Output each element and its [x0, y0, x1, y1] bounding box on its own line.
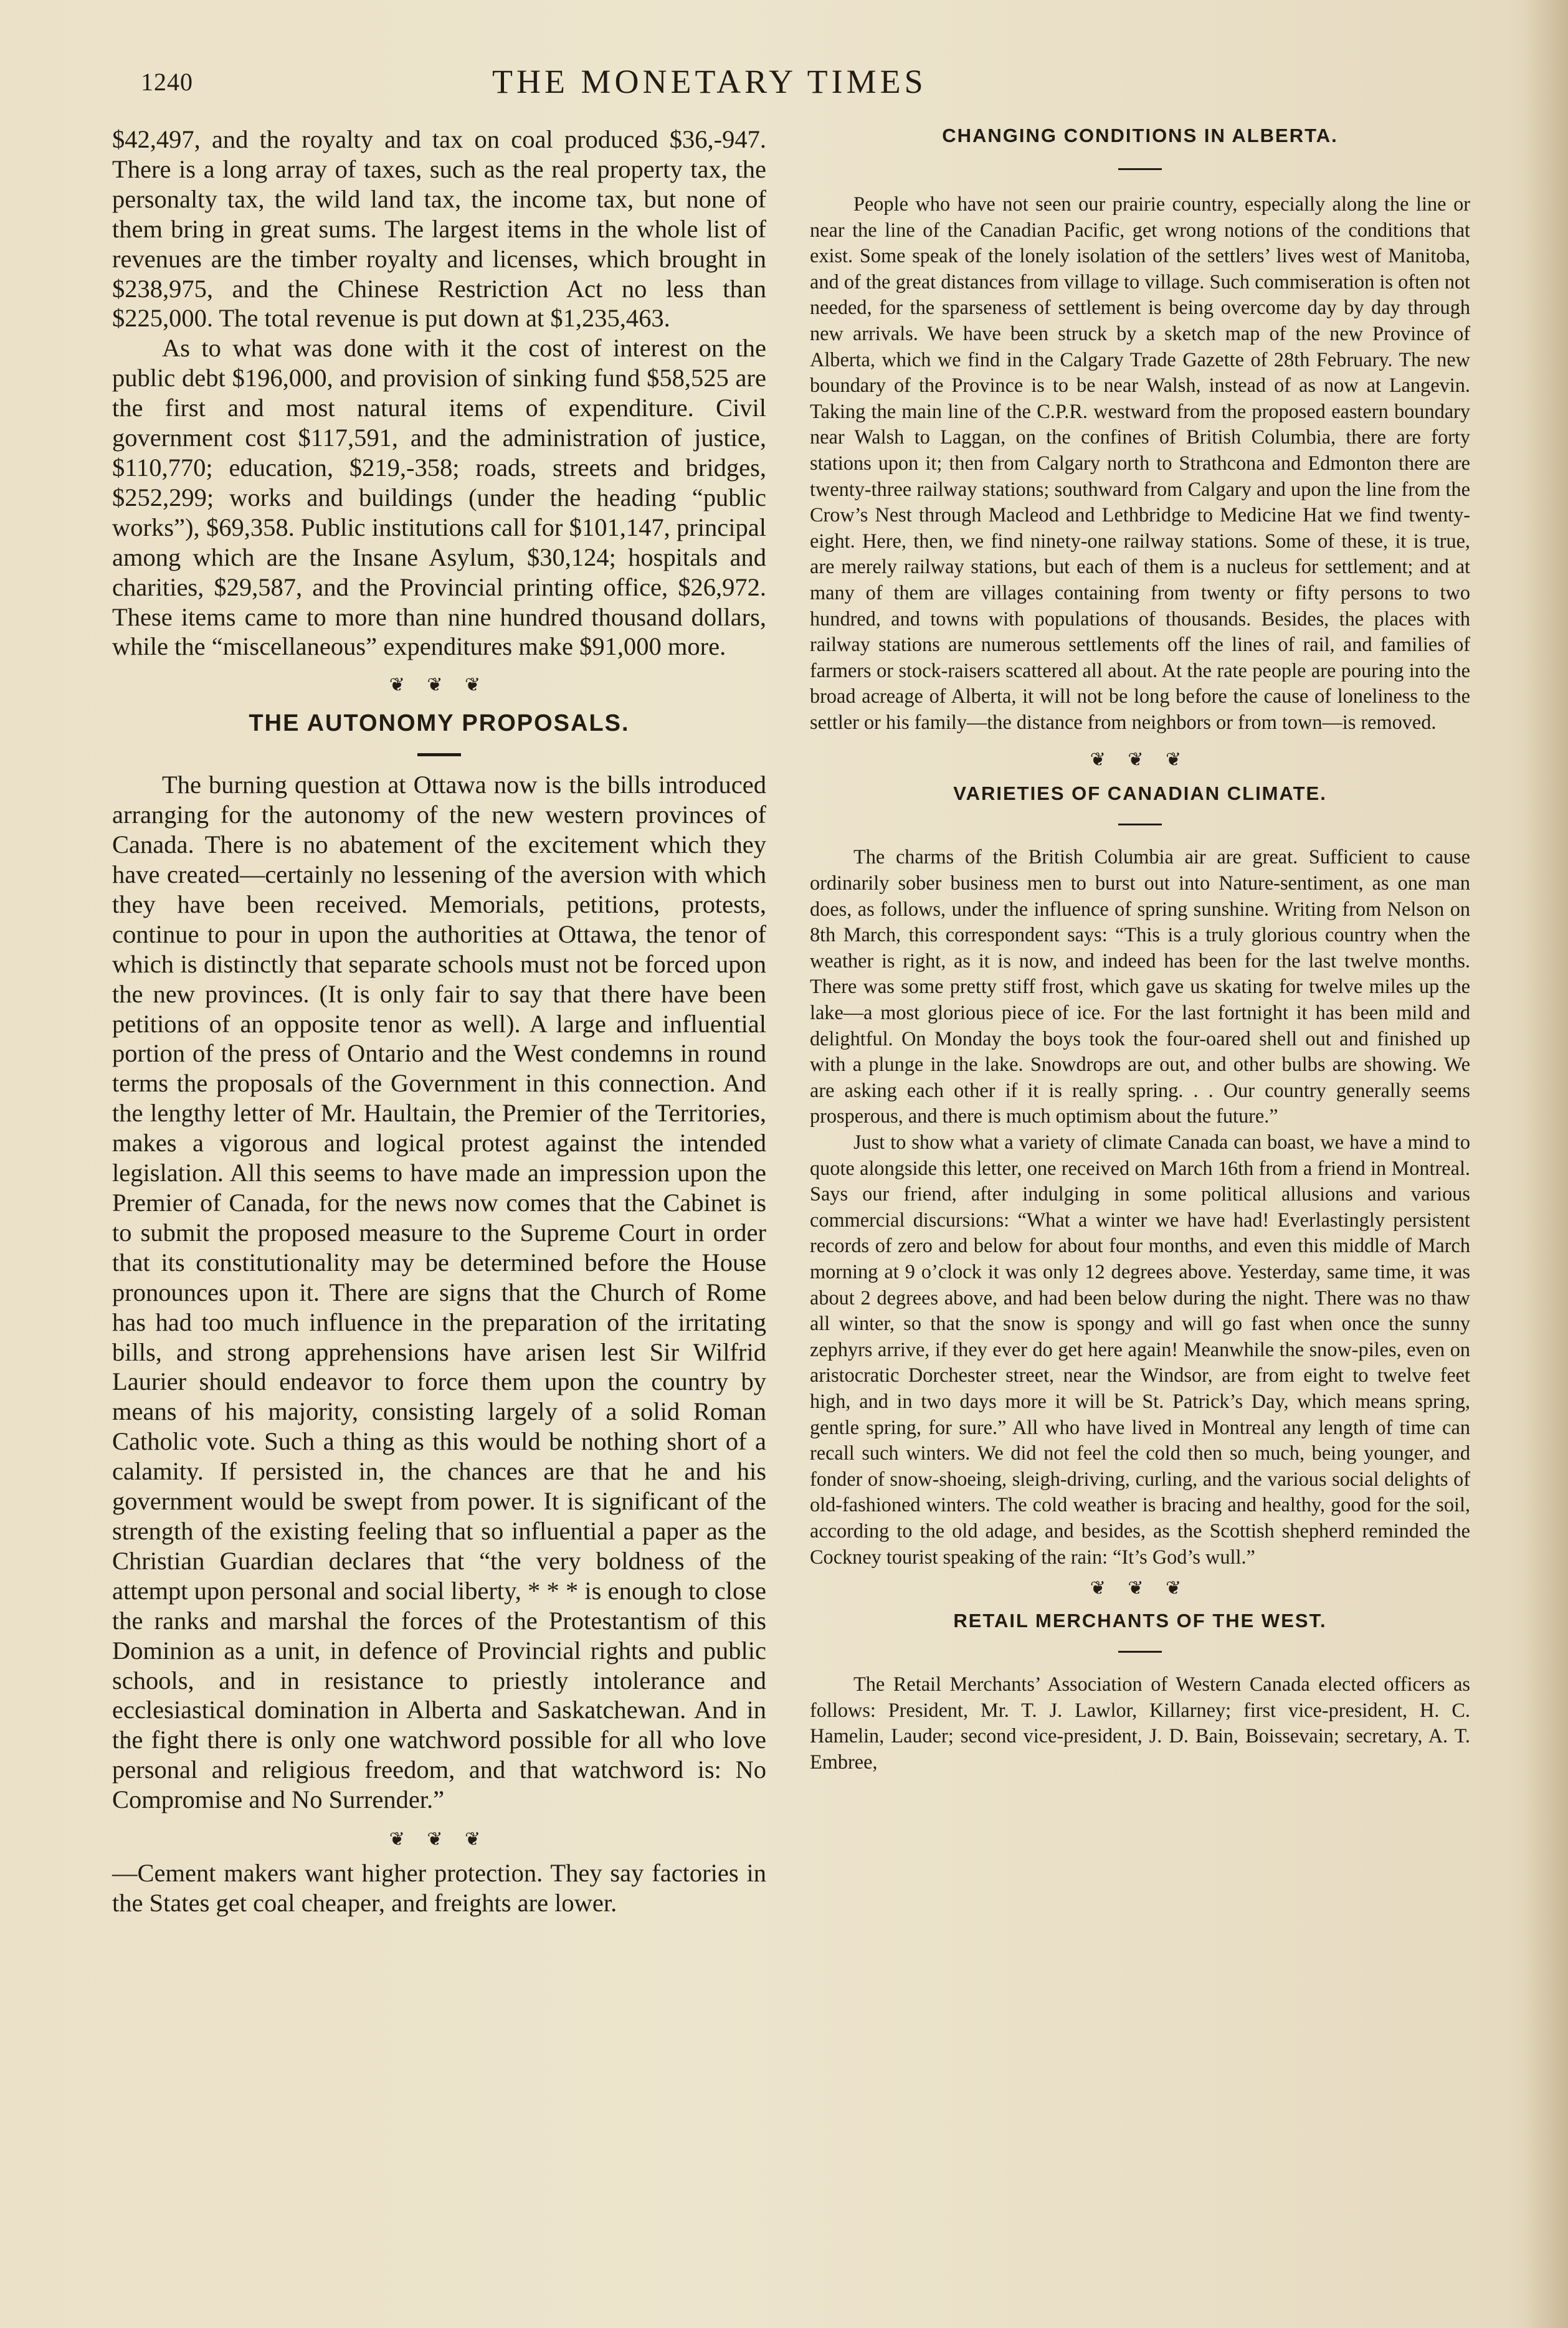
section-ornament: ❦ ❦ ❦ — [389, 1829, 490, 1850]
heading-rule — [1118, 1651, 1162, 1653]
retail-merchants-heading: RETAIL MERCHANTS OF THE WEST. — [953, 1610, 1327, 1632]
publication-title: THE MONETARY TIMES — [492, 63, 927, 100]
page-edge-shadow — [1524, 0, 1568, 2328]
autonomy-heading: THE AUTONOMY PROPOSALS. — [249, 710, 630, 737]
left-column — [112, 125, 766, 1918]
alberta-heading: CHANGING CONDITIONS IN ALBERTA. — [942, 125, 1338, 146]
heading-rule — [1118, 824, 1162, 825]
page-header — [0, 63, 1568, 105]
right-column — [810, 125, 1470, 1775]
autonomy-paragraph: The burning question at Ottawa now is the bills introduced arranging for the autonomy of the new western provinces of Canada. There is no abatement of the excitement which they have created—certainly no lessening of the aversion with which they have been received. Memorials, petitions, protests, continue to pour in upon the authorities at Ottawa, the tenor of which is distinctly that separate schools must not be forced upon the new provinces. (It is only fair to say that there have been petitions of an opposite tenor as well). A large and influential portion of the press of Ontario and the West condemns in round terms the proposals of the Government in this connection. And the lengthy letter of Mr. Haultain, the Premier of the Territories, makes a vigorous and logical protest against the intended legislation. All this seems to have made an impression upon the Premier of Canada, for the news now comes that the Cabinet is to submit the proposed measure to the Supreme Court in order that its constitutionality may be determined before the House pronounces upon it. There are signs that the Church of Rome has had too much influence in the preparation of the irritating bills, and strong apprehensions have arisen lest Sir Wilfrid Laurier should endeavor to force them upon the country by means of his majority, consisting largely of a solid Roman Catholic vote. Such a thing as this would be nothing short of a calamity. If persisted in, the chances are that he and his government would be swept from power. It is significant of the strength of the existing feeling that so influential a paper as the Christian Guardian declares that “the very boldness of the attempt upon personal and social liberty, * * * is enough to close the ranks and marshal the forces of the Protestantism of this Dominion as a unit, in defence of Provincial rights and public schools, and in resistance to priestly intolerance and ecclesiastical domination in Alberta and Saskatchewan. And in the fight there is only one watchword possible for all who love personal and religious freedom, and that watchword is: No Compromise and No Surrender.” — [112, 771, 766, 1814]
heading-rule — [1118, 168, 1162, 170]
expenditure-paragraph: As to what was done with it the cost of interest on the public debt $196,000, and provision of sinking fund $58,525 are the first and most natural items of expenditure. Civil government cost $117,591, and the administration of justice, $110,770; education, $219,-358; roads, streets and bridges, $252,299; works and buildings (under the heading “public works”), $69,358. Public institutions call for $101,147, principal among which are the Insane Asylum, $30,124; hospitals and charities, $29,587, and the Provincial printing office, $26,972. These items came to more than nine hundred thousand dollars, while the “miscellaneous” expenditures make $91,000 more. — [112, 334, 766, 661]
nelson-letter-paragraph: The charms of the British Columbia air are great. Sufficient to cause ordinarily sober business men to burst out into Nature-sentiment, as one man does, as follows, under the influence of spring sunshine. Writing from Nelson on 8th March, this correspondent says: “This is a truly glorious country when the weather is right, as it is now, and indeed has been for the last twelve months. There was some pretty stiff frost, which gave us skating for twelve miles up the lake—a most glorious piece of ice. For the last fortnight it has been mild and delightful. On Monday the boys took the four-oared shell out and finished up with a plunge in the lake. Snowdrops are out, and other bulbs are showing. We are asking each other if it is really spring. . . Our country generally seems prosperous, and there is much optimism about the future.” — [810, 845, 1470, 1128]
page-number: 1240 — [141, 68, 193, 96]
alberta-paragraph: People who have not seen our prairie country, especially along the line or near the line of the Canadian Pacific, get wrong notions of the conditions that exist. Some speak of the lonely isolation of the settlers’ lives west of Manitoba, and of the great distances from village to village. Such commiseration is often not needed, for the sparseness of settlement is being overcome day by day through new arrivals. We have been struck by a sketch map of the new Province of Alberta, which we find in the Calgary Trade Gazette of 28th February. The new boundary of the Province is to be near Walsh, instead of as now at Langevin. Taking the main line of the C.P.R. westward from the proposed eastern boundary near Walsh to Laggan, on the confines of British Columbia, there are forty stations upon it; then from Calgary north to Strathcona and Edmonton there are twenty-three railway stations; southward from Calgary and upon the line from the Crow’s Nest through Macleod and Lethbridge to Medicine Hat we find twenty-eight. Here, then, we find ninety-one railway stations. Some of these, it is true, are merely railway stations, but each of them is a nucleus for settlement; and at many of them are villages containing from twenty or fifty persons to two hundred, and towns with populations of thousands. Besides, the places with railway stations are numerous settlements off the lines of rail, and families of farmers or stock-raisers scattered all about. At the rate people are pouring into the broad acreage of Alberta, it will not be long before the cause of loneliness to the settler or his family—the distance from neighbors or from town—is removed. — [810, 192, 1470, 733]
section-ornament: ❦ ❦ ❦ — [389, 675, 490, 696]
revenue-paragraph: $42,497, and the royalty and tax on coal produced $36,-947. There is a long array of taxes, such as the real property tax, the personalty tax, the wild land tax, the income tax, but none of them bring in great sums. The largest items in the whole list of revenues are the timber royalty and licenses, which brought in $238,975, and the Chinese Restriction Act no less than $225,000. The total revenue is put down at $1,235,463. — [112, 125, 766, 333]
section-ornament: ❦ ❦ ❦ — [1090, 1578, 1190, 1599]
heading-rule — [417, 753, 461, 756]
cement-note: —Cement makers want higher protection. They say factories in the States get coal cheaper, and freights are lower. — [112, 1859, 766, 1917]
section-ornament: ❦ ❦ ❦ — [1090, 749, 1190, 771]
climate-heading: VARIETIES OF CANADIAN CLIMATE. — [953, 782, 1327, 805]
montreal-letter-paragraph: Just to show what a variety of climate Canada can boast, we have a mind to quote alongside this letter, one received on March 16th from a friend in Montreal. Says our friend, after indulging in some political allusions and various commercial discursions: “What a winter we have had! Everlastingly persistent records of zero and below for about four months, and even this middle of March morning at 9 o’clock it was only 12 degrees above. Yesterday, same time, it was about 2 degrees above, and had been below during the night. There was no thaw all winter, so that the snow is spongy and will go fast when once the sunny zephyrs arrive, if they ever do get here again! Meanwhile the snow-piles, even on aristocratic Dorchester street, near the Windsor, are from eight to twelve feet high, and in two days more it will be St. Patrick’s Day, which means spring, gentle spring, for sure.” All who have lived in Montreal any length of time can recall such winters. We did not feel the cold then so much, being younger, and fonder of snow-shoeing, sleigh-driving, curling, and the various social delights of old-fashioned winters. The cold weather is bracing and healthy, good for the soil, according to the old adage, and besides, as the Scottish shepherd reminded the Cockney tourist speaking of the rain: “It’s God’s wull.” — [810, 1131, 1470, 1568]
retail-merchants-paragraph: The Retail Merchants’ Association of Western Canada elected officers as follows: President, Mr. T. J. Lawlor, Killarney; first vice-president, H. C. Hamelin, Lauder; second vice-president, J. D. Bain, Boissevain; secretary, A. T. Embree, — [810, 1673, 1470, 1773]
